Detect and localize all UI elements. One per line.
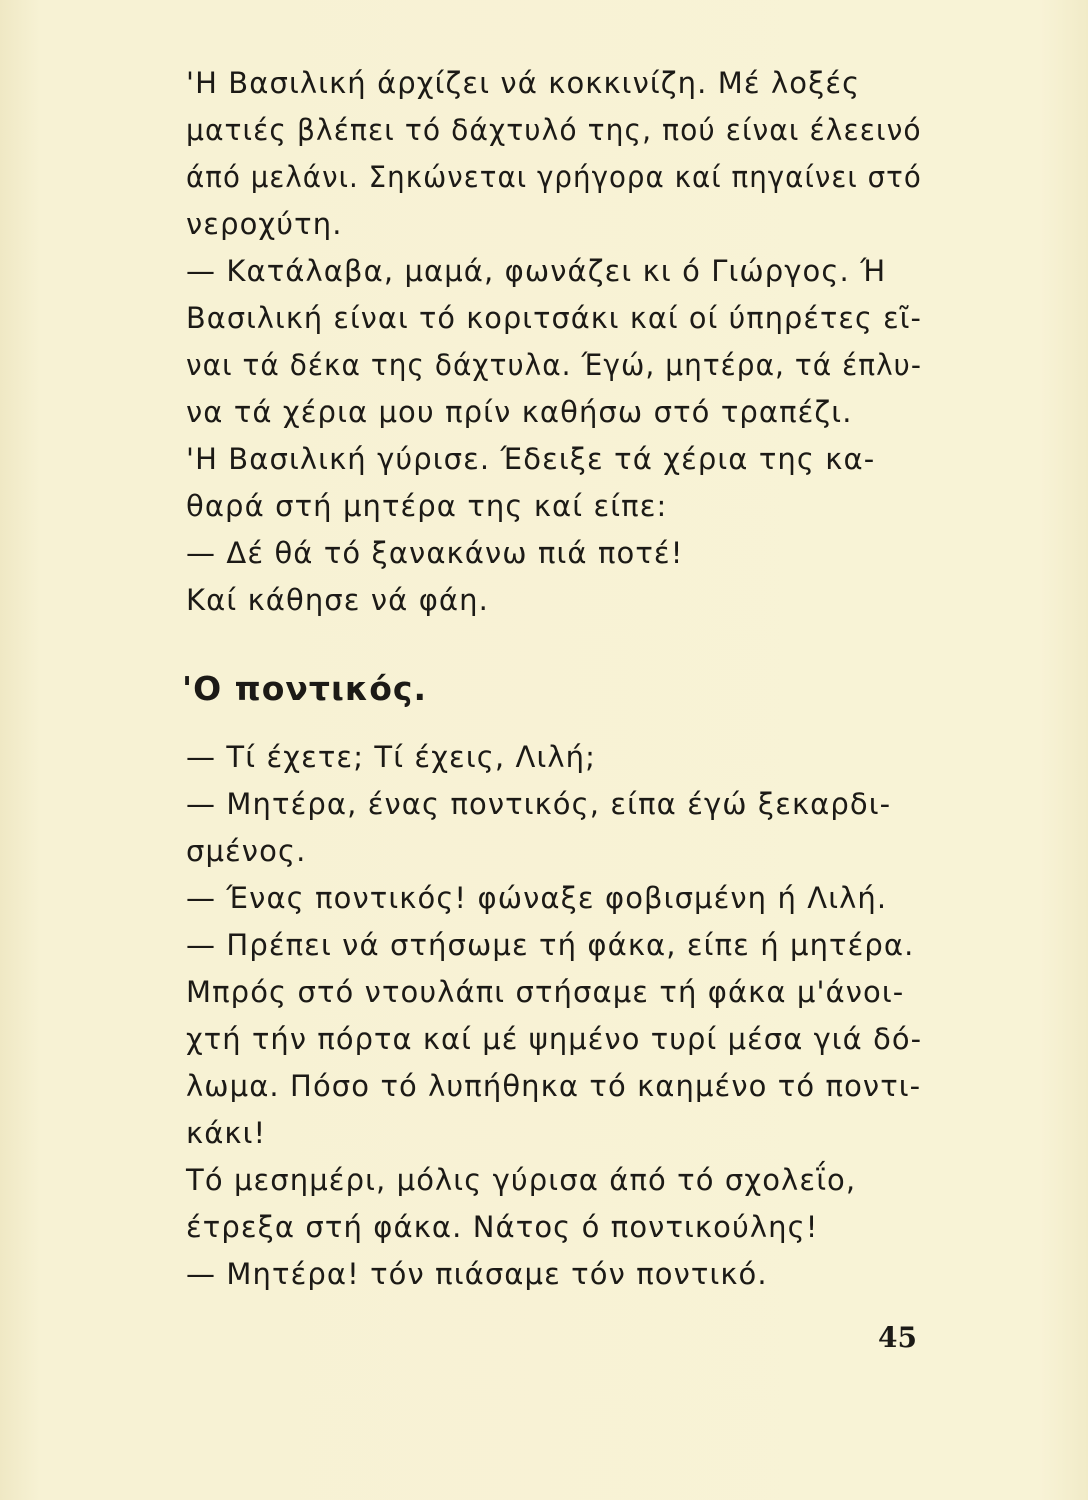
text-line-20: λωμα. Πόσο τό λυπήθηκα τό καημένο τό ποντι- [186,1069,922,1103]
text-line-16: — Ένας ποντικός! φώναξε φοβισμένη ή Λιλή. [186,881,888,915]
text-line-14: — Μητέρα, ένας ποντικός, είπα έγώ ξεκαρδι- [186,787,892,821]
text-line-8: να τά χέρια μου πρίν καθήσω στό τραπέζι. [186,395,853,429]
text-line-17: — Πρέπει νά στήσωμε τή φάκα, είπε ή μητέρα. [186,928,915,962]
text-line-11: — Δέ θά τό ξανακάνω πιά ποτέ! [186,536,684,570]
text-line-10: θαρά στή μητέρα της καί είπε: [186,489,668,523]
text-line-9: 'Η Βασιλική γύρισε. Έδειξε τά χέρια της κα- [186,442,876,476]
text-line-18: Μπρός στό ντουλάπι στήσαμε τή φάκα μ'άνοι- [186,975,905,1009]
text-line-5: — Κατάλαβα, μαμά, φωνάζει κι ό Γιώργος. Ή [186,254,887,288]
section-heading: 'Ο ποντικός. [182,669,428,708]
page-number: 45 [878,1321,917,1354]
text-line-24: — Μητέρα! τόν πιάσαμε τόν ποντικό. [186,1257,768,1291]
text-line-12: Καί κάθησε νά φάη. [186,583,489,617]
text-line-1: 'Η Βασιλική άρχίζει νά κοκκινίζη. Μέ λοξές [186,66,861,100]
text-line-7: ναι τά δέκα της δάχτυλα. Έγώ, μητέρα, τά έπλυ- [186,348,923,382]
text-line-4: νεροχύτη. [186,207,343,241]
text-line-23: έτρεξα στή φάκα. Νάτος ό ποντικούλης! [186,1210,819,1244]
text-line-22: Τό μεσημέρι, μόλις γύρισα άπό τό σχολεΐο, [186,1163,857,1197]
text-line-2: ματιές βλέπει τό δάχτυλό της, πού είναι έλεεινό [186,113,922,147]
text-line-15: σμένος. [186,834,307,868]
text-line-13: — Τί έχετε; Τί έχεις, Λιλή; [186,740,596,774]
text-line-6: Βασιλική είναι τό κοριτσάκι καί οί ύπηρέτες εῖ- [186,301,922,335]
text-line-19: χτή τήν πόρτα καί μέ ψημένο τυρί μέσα γιά δό- [186,1022,923,1056]
text-line-21: κάκι! [186,1116,267,1150]
text-line-3: άπό μελάνι. Σηκώνεται γρήγορα καί πηγαίνει στό [186,160,922,194]
